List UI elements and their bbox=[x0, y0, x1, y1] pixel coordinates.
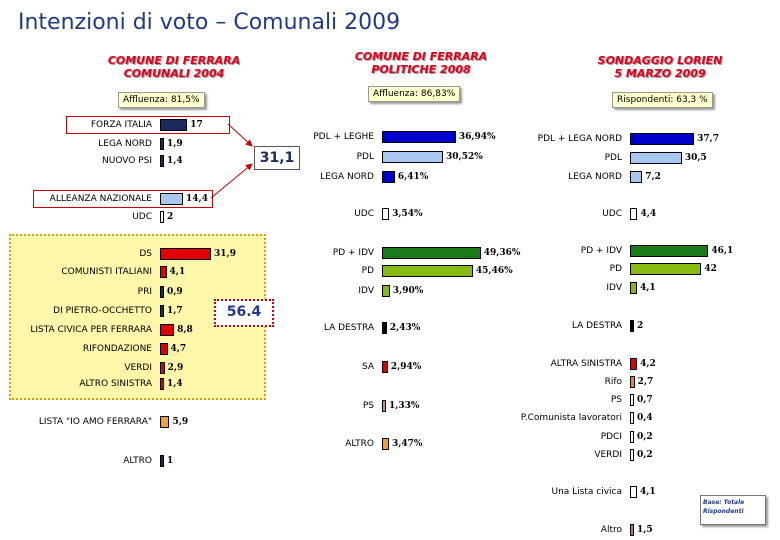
bar-label: IDV bbox=[358, 286, 374, 296]
bar-label: PDL bbox=[604, 153, 622, 163]
bar-value: 4,1 bbox=[639, 283, 656, 293]
bar-label: P.Comunista lavoratori bbox=[520, 413, 622, 423]
panel2-info: Affluenza: 86,83% bbox=[368, 86, 460, 102]
bar-value: 46,1 bbox=[711, 246, 734, 256]
bar-value: 4,1 bbox=[169, 267, 186, 277]
bar-label: ALTRO SINISTRA bbox=[79, 379, 152, 389]
bar-value: 1,33% bbox=[389, 401, 420, 411]
bar-value: 31,9 bbox=[214, 249, 236, 259]
bar-label: Altro bbox=[600, 525, 622, 535]
bar-value: 3,54% bbox=[392, 209, 423, 219]
bar-value: 49,36% bbox=[483, 248, 521, 258]
bar bbox=[630, 412, 634, 424]
bar-label: ALTRO bbox=[123, 456, 152, 466]
bar-label: LISTA CIVICA PER FERRARA bbox=[30, 325, 152, 335]
bar-label: IDV bbox=[606, 283, 622, 293]
bar-label: PD + IDV bbox=[580, 246, 622, 256]
chart3-row bbox=[0, 411, 780, 425]
bar-value: 2 bbox=[167, 212, 174, 222]
panel3-header bbox=[580, 54, 740, 80]
bar-label: LEGA NORD bbox=[98, 139, 152, 149]
chart3-row bbox=[0, 523, 780, 537]
bar-value: 0,4 bbox=[637, 413, 653, 423]
bar-label: RIFONDAZIONE bbox=[82, 344, 152, 354]
chart1-row bbox=[0, 192, 780, 206]
bar-label: DS bbox=[139, 249, 152, 259]
bar-label: PD bbox=[361, 266, 374, 276]
bar-value: 0,7 bbox=[637, 395, 653, 405]
chart3-row bbox=[0, 319, 780, 333]
bar bbox=[630, 358, 637, 370]
bar-value: 1,9 bbox=[167, 139, 183, 149]
left-coalition-sum: 56.4 bbox=[214, 299, 274, 327]
bar-value: 6,41% bbox=[397, 172, 429, 182]
bar-value: 30,52% bbox=[446, 152, 483, 162]
bar bbox=[160, 343, 168, 355]
chart3-row bbox=[0, 448, 780, 462]
bar-label: UDC bbox=[354, 209, 374, 219]
bar-value: 7,2 bbox=[645, 172, 661, 182]
bar-value: 3,47% bbox=[391, 439, 423, 449]
bar-label: LA DESTRA bbox=[323, 323, 374, 333]
bar-label: ALLEANZA NAZIONALE bbox=[49, 194, 152, 204]
bar-label: LISTA "IO AMO FERRARA" bbox=[38, 417, 152, 427]
bar-label: PDL bbox=[356, 152, 374, 162]
bar-label: LEGA NORD bbox=[320, 172, 374, 182]
bar-label: Rifo bbox=[604, 377, 622, 387]
bar bbox=[630, 152, 682, 164]
bar-label: PS bbox=[610, 395, 622, 405]
bar bbox=[160, 193, 183, 205]
bar-label: PDCI bbox=[600, 432, 622, 442]
bar-value: 4,2 bbox=[640, 359, 656, 369]
panel1-info: Affluenza: 81,5% bbox=[118, 92, 205, 108]
base-note: Base: Totale Rispondenti bbox=[700, 495, 766, 525]
bar-label: VERDI bbox=[124, 363, 152, 373]
bar-value: 1,4 bbox=[167, 379, 183, 389]
bar-value: 45,46% bbox=[475, 266, 513, 276]
panel1-header bbox=[88, 54, 260, 80]
bar-value: 3,90% bbox=[392, 286, 424, 296]
right-coalition-sum: 31,1 bbox=[254, 146, 300, 170]
bar-value: 8,8 bbox=[177, 325, 193, 335]
chart3-row bbox=[0, 485, 780, 499]
bar-label: UDC bbox=[132, 212, 152, 222]
bar-value: 1,4 bbox=[167, 156, 183, 166]
chart3-row bbox=[0, 132, 780, 146]
bar-value: 17 bbox=[190, 120, 203, 130]
bar-label: PDL + LEGA NORD bbox=[537, 134, 622, 144]
chart3-row bbox=[0, 244, 780, 258]
panel3-header-line1: SONDAGGIO LORIEN bbox=[597, 54, 723, 67]
bar bbox=[630, 133, 694, 145]
bar-label: PDL + LEGHE bbox=[313, 132, 374, 142]
bar-label: DI PIETRO-OCCHETTO bbox=[53, 306, 152, 316]
bar-label: ALTRO bbox=[345, 439, 374, 449]
bar-value: 1,7 bbox=[167, 306, 183, 316]
bar-value: 0,2 bbox=[637, 432, 653, 442]
bar-label: Una Lista civica bbox=[551, 487, 622, 497]
panel1-header-line2: COMUNALI 2004 bbox=[123, 67, 225, 80]
chart3-row bbox=[0, 207, 780, 221]
panel2-header bbox=[336, 50, 506, 76]
bar-label: NUOVO PSI bbox=[102, 156, 152, 166]
bar-value: 0,2 bbox=[637, 450, 653, 460]
chart3-row bbox=[0, 430, 780, 444]
panel3-header-line2: 5 MARZO 2009 bbox=[614, 67, 706, 80]
bar bbox=[630, 449, 634, 461]
bar bbox=[630, 208, 637, 220]
bar bbox=[630, 431, 634, 443]
bar-label: LEGA NORD bbox=[568, 172, 622, 182]
bar-value: 30,5 bbox=[684, 153, 707, 163]
bar-value: 4,7 bbox=[170, 344, 187, 354]
bar-label: UDC bbox=[602, 209, 622, 219]
chart3-row bbox=[0, 281, 780, 295]
bar-value: 42 bbox=[704, 264, 717, 274]
chart3-row bbox=[0, 262, 780, 276]
chart3-row bbox=[0, 170, 780, 184]
bar-label: ALTRA SINISTRA bbox=[550, 359, 622, 369]
bar-label: PRI bbox=[137, 287, 152, 297]
bar-value: 4,4 bbox=[640, 209, 657, 219]
bar-label: FORZA ITALIA bbox=[90, 120, 152, 130]
bar-label: PS bbox=[362, 401, 374, 411]
bar-value: 14,4 bbox=[186, 194, 208, 204]
chart3-row bbox=[0, 357, 780, 371]
bar bbox=[630, 394, 634, 406]
panel1-header-line1: COMUNE DI FERRARA bbox=[107, 54, 241, 67]
bar-value: 2,9 bbox=[167, 363, 184, 373]
bar-value: 36,94% bbox=[458, 132, 496, 142]
bar bbox=[630, 263, 701, 275]
bar bbox=[630, 171, 642, 183]
bar-value: 0,9 bbox=[167, 287, 183, 297]
bar bbox=[630, 320, 634, 332]
bar-label: SA bbox=[361, 362, 374, 372]
bar-label: PD + IDV bbox=[332, 248, 374, 258]
bar-value: 2,43% bbox=[389, 323, 421, 333]
bar-value: 2,94% bbox=[390, 362, 422, 372]
bar bbox=[630, 486, 637, 498]
chart3-row bbox=[0, 151, 780, 165]
page-title: Intenzioni di voto – Comunali 2009 bbox=[18, 10, 401, 35]
bar-label: PD bbox=[609, 264, 622, 274]
panel2-header-line2: POLITICHE 2008 bbox=[371, 63, 471, 76]
chart1-row bbox=[0, 342, 780, 356]
bar bbox=[630, 245, 708, 257]
panel3-info: Rispondenti: 63,3 % bbox=[612, 92, 713, 108]
bar-label: LA DESTRA bbox=[571, 321, 622, 331]
bar-value: 1 bbox=[167, 456, 174, 466]
bar bbox=[630, 524, 634, 536]
bar bbox=[630, 282, 637, 294]
bar-value: 37,7 bbox=[697, 134, 719, 144]
bar-value: 4,1 bbox=[639, 487, 656, 497]
chart1-row bbox=[0, 304, 780, 318]
bar bbox=[630, 376, 635, 388]
bar-value: 2,7 bbox=[637, 377, 654, 387]
bar-value: 1,5 bbox=[637, 525, 653, 535]
bar bbox=[160, 305, 164, 317]
chart3-row bbox=[0, 393, 780, 407]
panel2-header-line1: COMUNE DI FERRARA bbox=[354, 50, 488, 63]
bar-value: 2 bbox=[637, 321, 644, 331]
bar-value: 5,9 bbox=[172, 417, 189, 427]
bar-label: VERDI bbox=[594, 450, 622, 460]
chart3-row bbox=[0, 375, 780, 389]
bar-label: COMUNISTI ITALIANI bbox=[61, 267, 152, 277]
